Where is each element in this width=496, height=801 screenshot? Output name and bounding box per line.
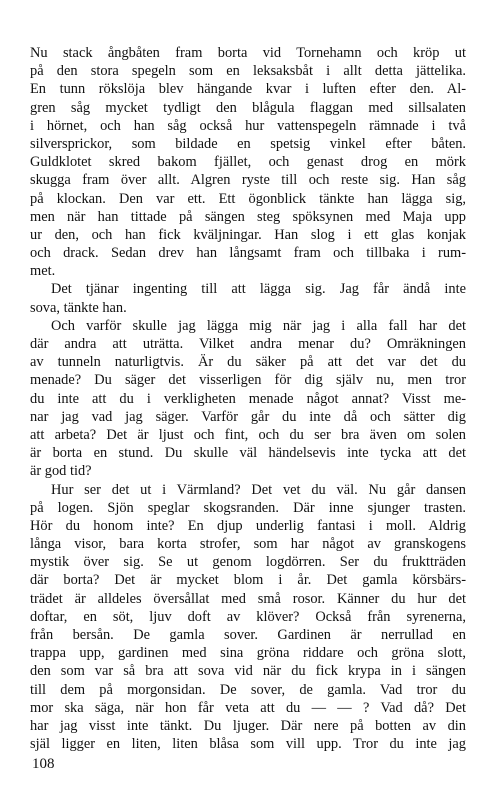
text-line: att arbeta? Det är ljust och fint, och du ser bra även om solen [30, 426, 466, 443]
paragraph [30, 280, 466, 316]
text-line: silversprickor, som bildade en spetsig vinkel efter båten. [30, 135, 466, 152]
text-line: mor ska säga, när hon får veta att du — — ? Vad då? Det [30, 699, 466, 716]
text-line: En tunn rökslöja blev hängande kvar i luften efter den. Al- [30, 81, 466, 98]
text-line: där borta? Det är mycket blom i år. Det gamla körsbärs- [30, 572, 466, 589]
text-line: Hör du honom inte? En djup underlig fantasi i moll. Aldrig [30, 517, 466, 534]
text-line: i hörnet, och han såg också hur vattenspegeln rämnade i två [30, 117, 466, 134]
text-line: på den stora spegeln som en leksaksbåt i allt detta jättelika. [30, 63, 466, 80]
text-line: själ ligger en liten, liten blåsa som vill upp. Tror du inte jag [30, 736, 466, 753]
paragraph [30, 481, 466, 754]
text-line: och drack. Sedan drev han långsamt fram och tillbaka i rum- [30, 245, 466, 262]
text-line: Guldklotet skred bakom fjället, och genast drog en mörk [30, 154, 466, 171]
text-line: Hur ser det ut i Värmland? Det vet du väl. Nu går dansen [51, 481, 466, 498]
text-line: där andra att uträtta. Vilket andra menar du? Omräkningen [30, 336, 466, 352]
text-line: är god tid? [30, 463, 92, 480]
body-text [30, 44, 466, 753]
text-line: gren såg mycket tydligt den blågula flaggan med sillsalaten [30, 99, 466, 116]
text-line: har jag visst inte tänkt. Du ljuger. Där nere på botten av din [30, 717, 466, 734]
text-line: sova, tänkte han. [30, 299, 127, 316]
text-line: mystik över sig. Se ut genom logdörren. Ser du fruktträden [30, 554, 466, 571]
text-line: met. [30, 263, 56, 280]
text-line: den som var så bra att sova vid när du fick krypa in i sängen [30, 663, 466, 680]
text-line: menade? Du säger det visserligen för dig själv nu, men tror [30, 372, 466, 389]
text-line: långa visor, bara korta strofer, som har något av granskogens [30, 536, 466, 553]
text-line: på klockan. Den var ett. Ett ögonblick tänkte han lägga sig, [30, 190, 466, 207]
text-line: skugga fram över allt. Algren ryste till och reste sig. Han såg [30, 172, 466, 189]
text-line: av tunneln naturligtvis. Är du säker på att det var det du [30, 354, 466, 371]
text-line: Nu stack ångbåten fram borta vid Tornehamn och kröp ut [30, 45, 466, 61]
text-line: doftar, en söt, ljuv doft av klöver? Också från syrenerna, [30, 608, 466, 625]
text-line: ur den, och han fick kväljningar. Han slog i ett glas konjak [30, 226, 466, 243]
paragraph [30, 317, 466, 481]
paragraph [30, 44, 466, 280]
text-line: är borta en stund. Du skulle väl händelsevis inte tycka att det [30, 445, 466, 462]
text-line: på logen. Sjön speglar skogsranden. Där inne sjunger trasten. [30, 499, 466, 516]
text-line: men när han tittade på sängen steg spöksynen med Maja upp [30, 208, 466, 225]
text-line: trappa upp, gardinen med sina gröna riddare och gröna slott, [30, 645, 466, 662]
text-line: trädet är alldeles översållat med små rosor. Känner du hur det [30, 590, 466, 607]
text-line: till dem på morgonsidan. De sover, de gamla. Vad tror du [30, 681, 466, 698]
text-line: nar jag vad jag säger. Varför går du inte då och sätter dig [30, 408, 466, 425]
text-line: du inte att du i verkligheten menade något annat? Visst me- [30, 390, 466, 407]
text-line: från bersån. De gamla sover. Gardinen är nerrullad en [30, 627, 466, 643]
text-line: Det tjänar ingenting till att lägga sig. Jag får ändå inte [51, 281, 466, 298]
page-number: 108 [32, 756, 55, 772]
text-line: Och varför skulle jag lägga mig när jag i alla fall har det [51, 317, 466, 334]
